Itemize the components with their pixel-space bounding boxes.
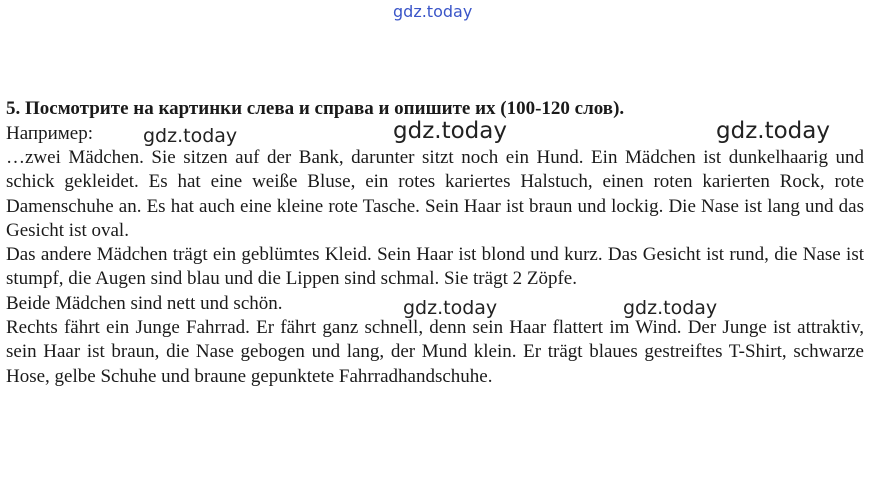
watermark: gdz.today xyxy=(623,297,718,319)
paragraph-boy: Rechts fährt ein Junge Fahrrad. Er fährt ganz schnell, denn sein Haar flattert im Wind. Der Junge ist attraktiv, sein Haar ist braun, die Nase gebogen und lang, der Mund klein. Er trägt blaues gestreiftes T-Shirt, schwarze Hose, gelbe Schuhe und braune gepunktete Fahrradhandschuhe. xyxy=(6,317,864,387)
paragraph-other-girl: Das andere Mädchen trägt ein geblümtes Kleid. Sein Haar ist blond und kurz. Das Gesicht ist rund, die Nase ist stumpf, die Augen sind blau und die Lippen sind schmal. Sie trägt 2 Zöpfe. xyxy=(6,244,864,290)
paragraph-both-girls: Beide Mädchen sind nett und schön. xyxy=(6,292,283,314)
watermark: gdz.today xyxy=(403,297,498,319)
watermark-top: gdz.today xyxy=(393,2,473,21)
paragraph-girls: …zwei Mädchen. Sie sitzen auf der Bank, darunter sitzt noch ein Hund. Ein Mädchen ist dunkelhaarig und schick gekleidet. Es hat eine weiße Bluse, ein rotes kariertes Halstuch, einen roten karierten Rock, rote Damenschuhe an. Es hat auch eine kleine rote Tasche. Sein Haar ist braun und lockig. Die Nase ist lang und das Gesicht ist oval. xyxy=(6,147,864,241)
watermark: gdz.today xyxy=(716,118,830,144)
example-label: Например: xyxy=(6,123,93,144)
watermark: gdz.today xyxy=(393,118,507,144)
watermark: gdz.today xyxy=(143,125,238,147)
task-heading: 5. Посмотрите на картинки слева и справа и опишите их (100-120 слов). xyxy=(6,98,625,119)
